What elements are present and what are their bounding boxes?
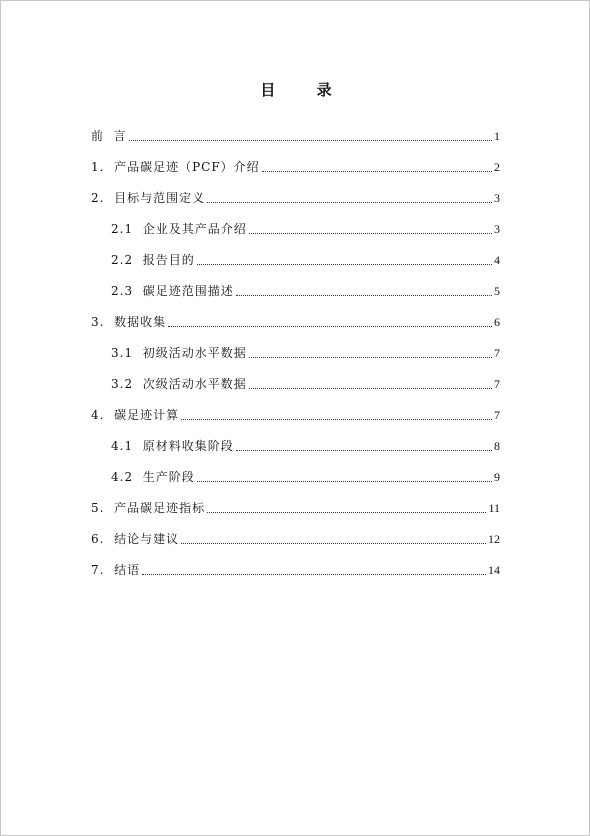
toc-entry-section-4-1[interactable] (111, 436, 500, 456)
toc-entry-label: 2. 目标与范围定义 (91, 191, 206, 205)
toc-entry-section-3-1[interactable] (111, 343, 500, 363)
toc-page-number: 8 (494, 439, 500, 453)
toc-page-number: 2 (494, 160, 500, 174)
toc-page-number: 3 (494, 191, 500, 205)
toc-dot-leader (249, 387, 492, 389)
toc-dot-leader (262, 170, 492, 172)
toc-entry-label: 7. 结语 (91, 563, 141, 577)
toc-entry-label: 2.2 报告目的 (111, 253, 195, 267)
toc-dot-leader (236, 449, 492, 451)
toc-entry-section-2-3[interactable] (111, 281, 500, 301)
toc-page-number: 14 (488, 563, 500, 577)
toc-dot-leader (168, 325, 492, 327)
toc-dot-leader (129, 139, 492, 141)
toc-entry-label: 2.1 企业及其产品介绍 (111, 222, 247, 236)
toc-dot-leader (181, 542, 486, 544)
toc-entry-section-3[interactable] (91, 312, 500, 332)
toc-dot-leader (142, 573, 486, 575)
toc-dot-leader (197, 480, 492, 482)
toc-entry-section-2-2[interactable] (111, 250, 500, 270)
toc-page-number: 6 (494, 315, 500, 329)
toc-dot-leader (249, 356, 492, 358)
toc-entry-label: 3.2 次级活动水平数据 (111, 377, 247, 391)
toc-entry-section-7[interactable] (91, 560, 500, 580)
toc-entry-label: 4. 碳足迹计算 (91, 408, 180, 422)
toc-entry-section-2[interactable] (91, 188, 500, 208)
toc-entry-label: 前 言 (91, 129, 127, 143)
toc-entry-section-4[interactable] (91, 405, 500, 425)
toc-page-number: 7 (494, 408, 500, 422)
toc-entry-label: 5. 产品碳足迹指标 (91, 501, 206, 515)
toc-entry-label: 2.3 碳足迹范围描述 (111, 284, 234, 298)
toc-dot-leader (197, 263, 492, 265)
toc-entry-label: 3.1 初级活动水平数据 (111, 346, 247, 360)
toc-dot-leader (181, 418, 492, 420)
toc-entry-section-3-2[interactable] (111, 374, 500, 394)
toc-page-number: 11 (488, 501, 500, 515)
toc-dot-leader (207, 511, 486, 513)
toc-dot-leader (207, 201, 492, 203)
toc-entry-label: 4.1 原材料收集阶段 (111, 439, 234, 453)
toc-entry-label: 6. 结论与建议 (91, 532, 180, 546)
toc-entry-section-5[interactable] (91, 498, 500, 518)
toc-page-number: 12 (488, 532, 500, 546)
toc-page-number: 4 (494, 253, 500, 267)
toc-page-number: 3 (494, 222, 500, 236)
toc-entry-section-4-2[interactable] (111, 467, 500, 487)
toc-title: 目 录 (260, 81, 350, 99)
toc-entry-section-6[interactable] (91, 529, 500, 549)
toc-entry-section-2-1[interactable] (111, 219, 500, 239)
toc-entry-label: 3. 数据收集 (91, 315, 167, 329)
toc-dot-leader (236, 294, 492, 296)
toc-page-number: 5 (494, 284, 500, 298)
toc-entry-preface[interactable] (91, 126, 500, 146)
toc-entry-label: 4.2 生产阶段 (111, 470, 195, 484)
toc-page-number: 7 (494, 346, 500, 360)
toc-entry-section-1[interactable] (91, 157, 500, 177)
toc-page-number: 7 (494, 377, 500, 391)
toc-dot-leader (249, 232, 492, 234)
toc-page-number: 9 (494, 470, 500, 484)
toc-entry-label: 1. 产品碳足迹（PCF）介绍 (91, 160, 260, 174)
toc-page-number: 1 (494, 129, 500, 143)
